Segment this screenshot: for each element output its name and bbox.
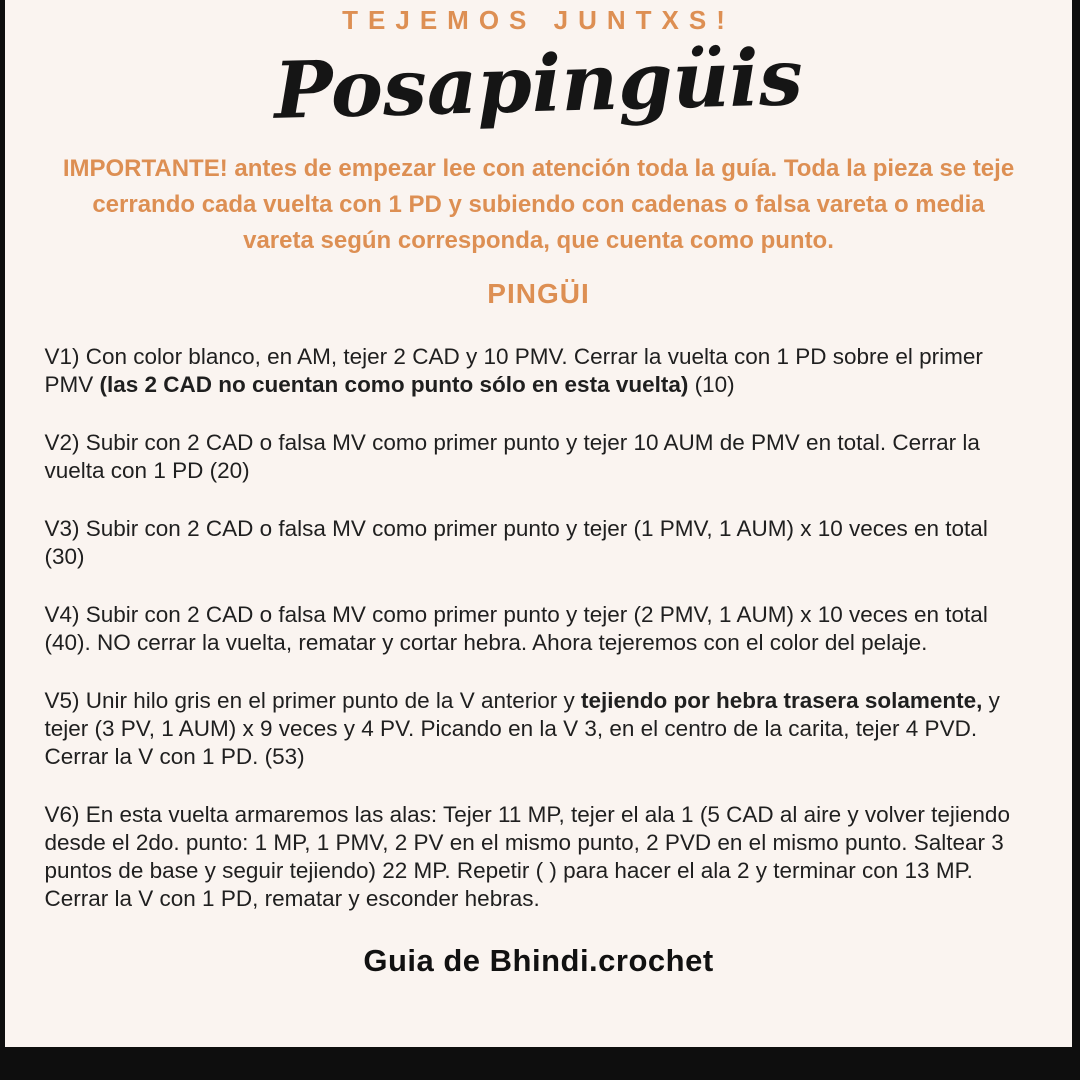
step-paragraph [45, 515, 1033, 571]
step-text: V1) Con color blanco, en AM, tejer 2 CAD y 10 PMV. Cerrar la vuelta con 1 PD sobre el primer PMV [44, 344, 983, 397]
step-text: (10) [688, 372, 735, 397]
step-text: V6) En esta vuelta armaremos las alas: Tejer 11 MP, tejer el ala 1 (5 CAD al aire y volver tejiendo desde el 2do. punto: 1 MP, 1 PMV, 2 PV en el mismo punto, 2 PVD en el mismo punto. Saltear 3 puntos de base y seguir tejiendo) 22 MP. Repetir ( ) para hacer el ala 2 y terminar con 13 MP. Cerrar la V con 1 PD, rematar y esconder hebras. [44, 802, 1010, 911]
brand-tagline: TEJEMOS JUNTXS! [342, 5, 735, 35]
document-canvas [5, 0, 1072, 1047]
step-paragraph [45, 687, 1033, 771]
step-text: V3) Subir con 2 CAD o falsa MV como primer punto y tejer (1 PMV, 1 AUM) x 10 veces en total (30) [44, 516, 988, 569]
step-paragraph [45, 429, 1033, 485]
step-text: V5) Unir hilo gris en el primer punto de la V anterior y [44, 688, 581, 713]
step-text-bold: tejiendo por hebra trasera solamente, [581, 688, 983, 713]
instruction-steps [45, 343, 1033, 913]
step-text: y tejer (3 PV, 1 AUM) x 9 veces y 4 PV. Picando en la V 3, en el centro de la carita, tejer 4 PVD. Cerrar la V con 1 PD. (53) [44, 688, 1000, 769]
important-note: IMPORTANTE! antes de empezar lee con atención toda la guía. Toda la pieza se teje cerrando cada vuelta con 1 PD y subiendo con cadenas o falsa vareta o media vareta según corresponda, que cuenta como punto. [62, 155, 1015, 254]
pattern-title: Posapingüis [273, 32, 804, 137]
step-paragraph [45, 801, 1033, 913]
footer-credit: Guia de Bhindi.crochet [363, 943, 714, 978]
step-text: V2) Subir con 2 CAD o falsa MV como primer punto y tejer 10 AUM de PMV en total. Cerrar la vuelta con 1 PD (20) [44, 430, 980, 483]
section-heading: PINGÜI [487, 278, 590, 309]
step-paragraph [45, 343, 1033, 399]
step-paragraph [45, 601, 1033, 657]
step-text-bold: (las 2 CAD no cuentan como punto sólo en esta vuelta) [99, 372, 689, 397]
step-text: V4) Subir con 2 CAD o falsa MV como primer punto y tejer (2 PMV, 1 AUM) x 10 veces en total (40). NO cerrar la vuelta, rematar y cortar hebra. Ahora tejeremos con el color del pelaje. [44, 602, 988, 655]
